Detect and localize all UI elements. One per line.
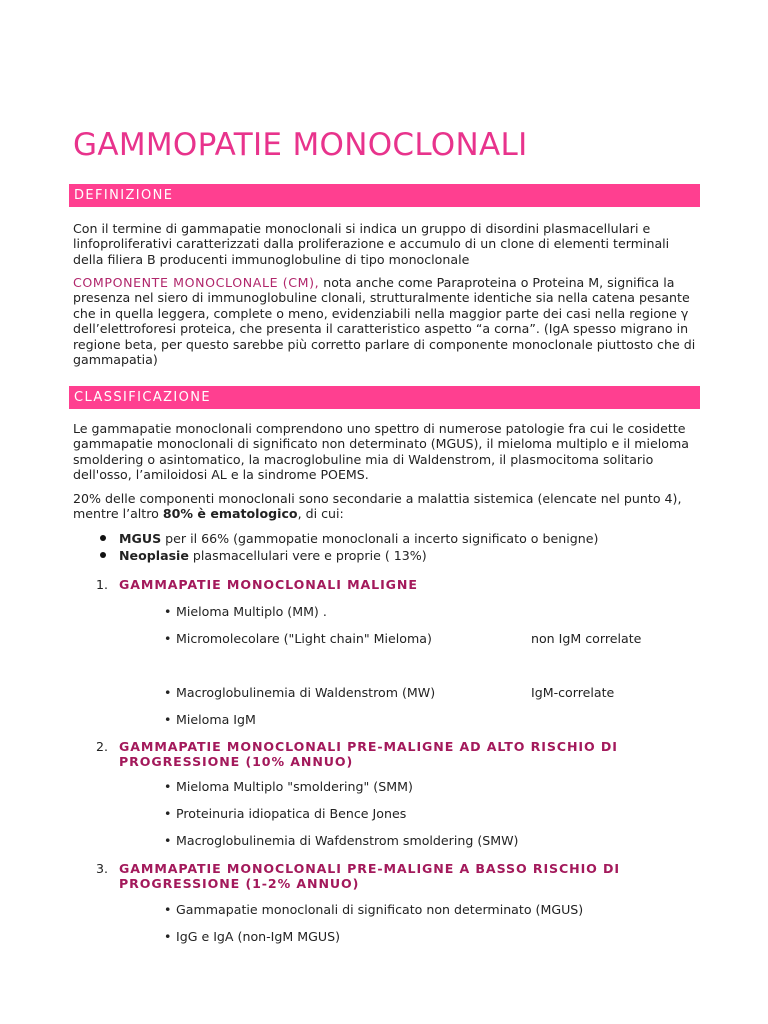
- list-item: [164, 712, 256, 727]
- list-item: [164, 929, 340, 944]
- definizione-paragraph: Con il termine di gammapatie monoclonali si indica un gruppo di disordini plasmacellulari e linfoproliferativi caratterizzati dalla proliferazione e accumulo di un clone di elementi terminali della filiera B producenti immunoglobuline di tipo monoclonale: [73, 221, 670, 267]
- bullet-text: per il 66% (gammopatie monoclonali a incerto significato o benigne): [161, 531, 599, 546]
- bullet-icon: •: [164, 631, 172, 646]
- bullet-icon: •: [164, 833, 172, 848]
- cm-text: nota anche come Paraproteina o Proteina M, significa la presenza nel siero di immunoglobuline clonali, strutturalmente identiche sia nella catena pesante che in quella leggera, complete o meno, evidenziabili nella maggior parte dei casi nella regione γ dell’elettroforesi proteica, che presenta il caratteristico aspetto “a corna”. (IgA spesso migrano in regione beta, per questo sarebbe più corretto parlare di componente monoclonale piuttosto che di gammapatia): [73, 275, 696, 368]
- bullet-icon: •: [164, 806, 172, 821]
- correlation-label: IgM-correlate: [531, 685, 615, 700]
- correlation-label: non IgM correlate: [531, 631, 642, 646]
- bullet-icon: [100, 552, 106, 558]
- percent-post: , di cui:: [297, 506, 344, 522]
- list-item: [164, 833, 518, 848]
- bullet-icon: •: [164, 779, 172, 794]
- bullet-icon: •: [164, 712, 172, 727]
- list-item: [164, 902, 583, 917]
- bullet-icon: •: [164, 604, 172, 619]
- percent-pre: 20% delle componenti monoclonali sono secondarie a malattia sistemica (elencate nel punto 4), mentre l’altro: [73, 491, 682, 522]
- list-item: [164, 604, 327, 619]
- section-bar-classificazione: CLASSIFICAZIONE: [69, 386, 700, 409]
- item-text: Micromolecolare ("Light chain" Mieloma): [176, 631, 432, 646]
- percent-paragraph: [73, 491, 703, 522]
- percent-bold: 80% è ematologico: [162, 506, 298, 522]
- group-number: 2.: [96, 739, 109, 754]
- list-item: [164, 631, 432, 646]
- classificazione-paragraph: Le gammapatie monoclonali comprendono uno spettro di numerose patologie fra cui le cosidette gammapatie monoclonali di significato non determinato (MGUS), il mieloma multiplo e il mieloma smoldering o asintomatico, la macroglobuline mia di Waldenstrom, il plasmocitoma solitario dell'osso, l’amiloidosi AL e la sindrome POEMS.: [73, 421, 689, 483]
- item-text: Mieloma Multiplo "smoldering" (SMM): [176, 779, 413, 794]
- bullet-bold: Neoplasie: [119, 548, 189, 563]
- section-bar-definizione: DEFINIZIONE: [69, 184, 700, 207]
- cm-paragraph: [73, 275, 703, 367]
- bullet-icon: •: [164, 685, 172, 700]
- item-text: IgG e IgA (non-IgM MGUS): [176, 929, 341, 944]
- item-text: Macroglobulinemia di Wafdenstrom smoldering (SMW): [176, 833, 519, 848]
- list-item: [164, 779, 413, 794]
- bullet-icon: [100, 535, 106, 541]
- item-text: Gammapatie monoclonali di significato non determinato (MGUS): [176, 902, 584, 917]
- group-number: 1.: [96, 577, 109, 592]
- list-item: [100, 530, 598, 547]
- item-text: Proteinuria idiopatica di Bence Jones: [176, 806, 407, 821]
- bullet-text: plasmacellulari vere e proprie ( 13%): [188, 548, 427, 563]
- list-item: [100, 547, 598, 564]
- group-heading: GAMMAPATIE MONOCLONALI PRE-MALIGNE AD ALTO RISCHIO DI PROGRESSIONE (10% ANNUO): [119, 739, 618, 769]
- group-number: 3.: [96, 861, 109, 876]
- item-text: Mieloma Multiplo (MM) .: [176, 604, 327, 619]
- list-item: [164, 806, 406, 821]
- bullet-list: [100, 530, 598, 564]
- bullet-icon: •: [164, 929, 172, 944]
- list-item: [164, 685, 435, 700]
- group-heading: GAMMAPATIE MONOCLONALI MALIGNE: [119, 577, 418, 592]
- cm-label: COMPONENTE MONOCLONALE (CM),: [73, 275, 320, 290]
- page-title: GAMMOPATIE MONOCLONALI: [73, 127, 528, 163]
- item-text: Macroglobulinemia di Waldenstrom (MW): [176, 685, 436, 700]
- bullet-icon: •: [164, 902, 172, 917]
- group-heading: GAMMAPATIE MONOCLONALI PRE-MALIGNE A BASSO RISCHIO DI PROGRESSIONE (1-2% ANNUO): [119, 861, 620, 891]
- item-text: Mieloma IgM: [176, 712, 256, 727]
- bullet-bold: MGUS: [119, 531, 162, 546]
